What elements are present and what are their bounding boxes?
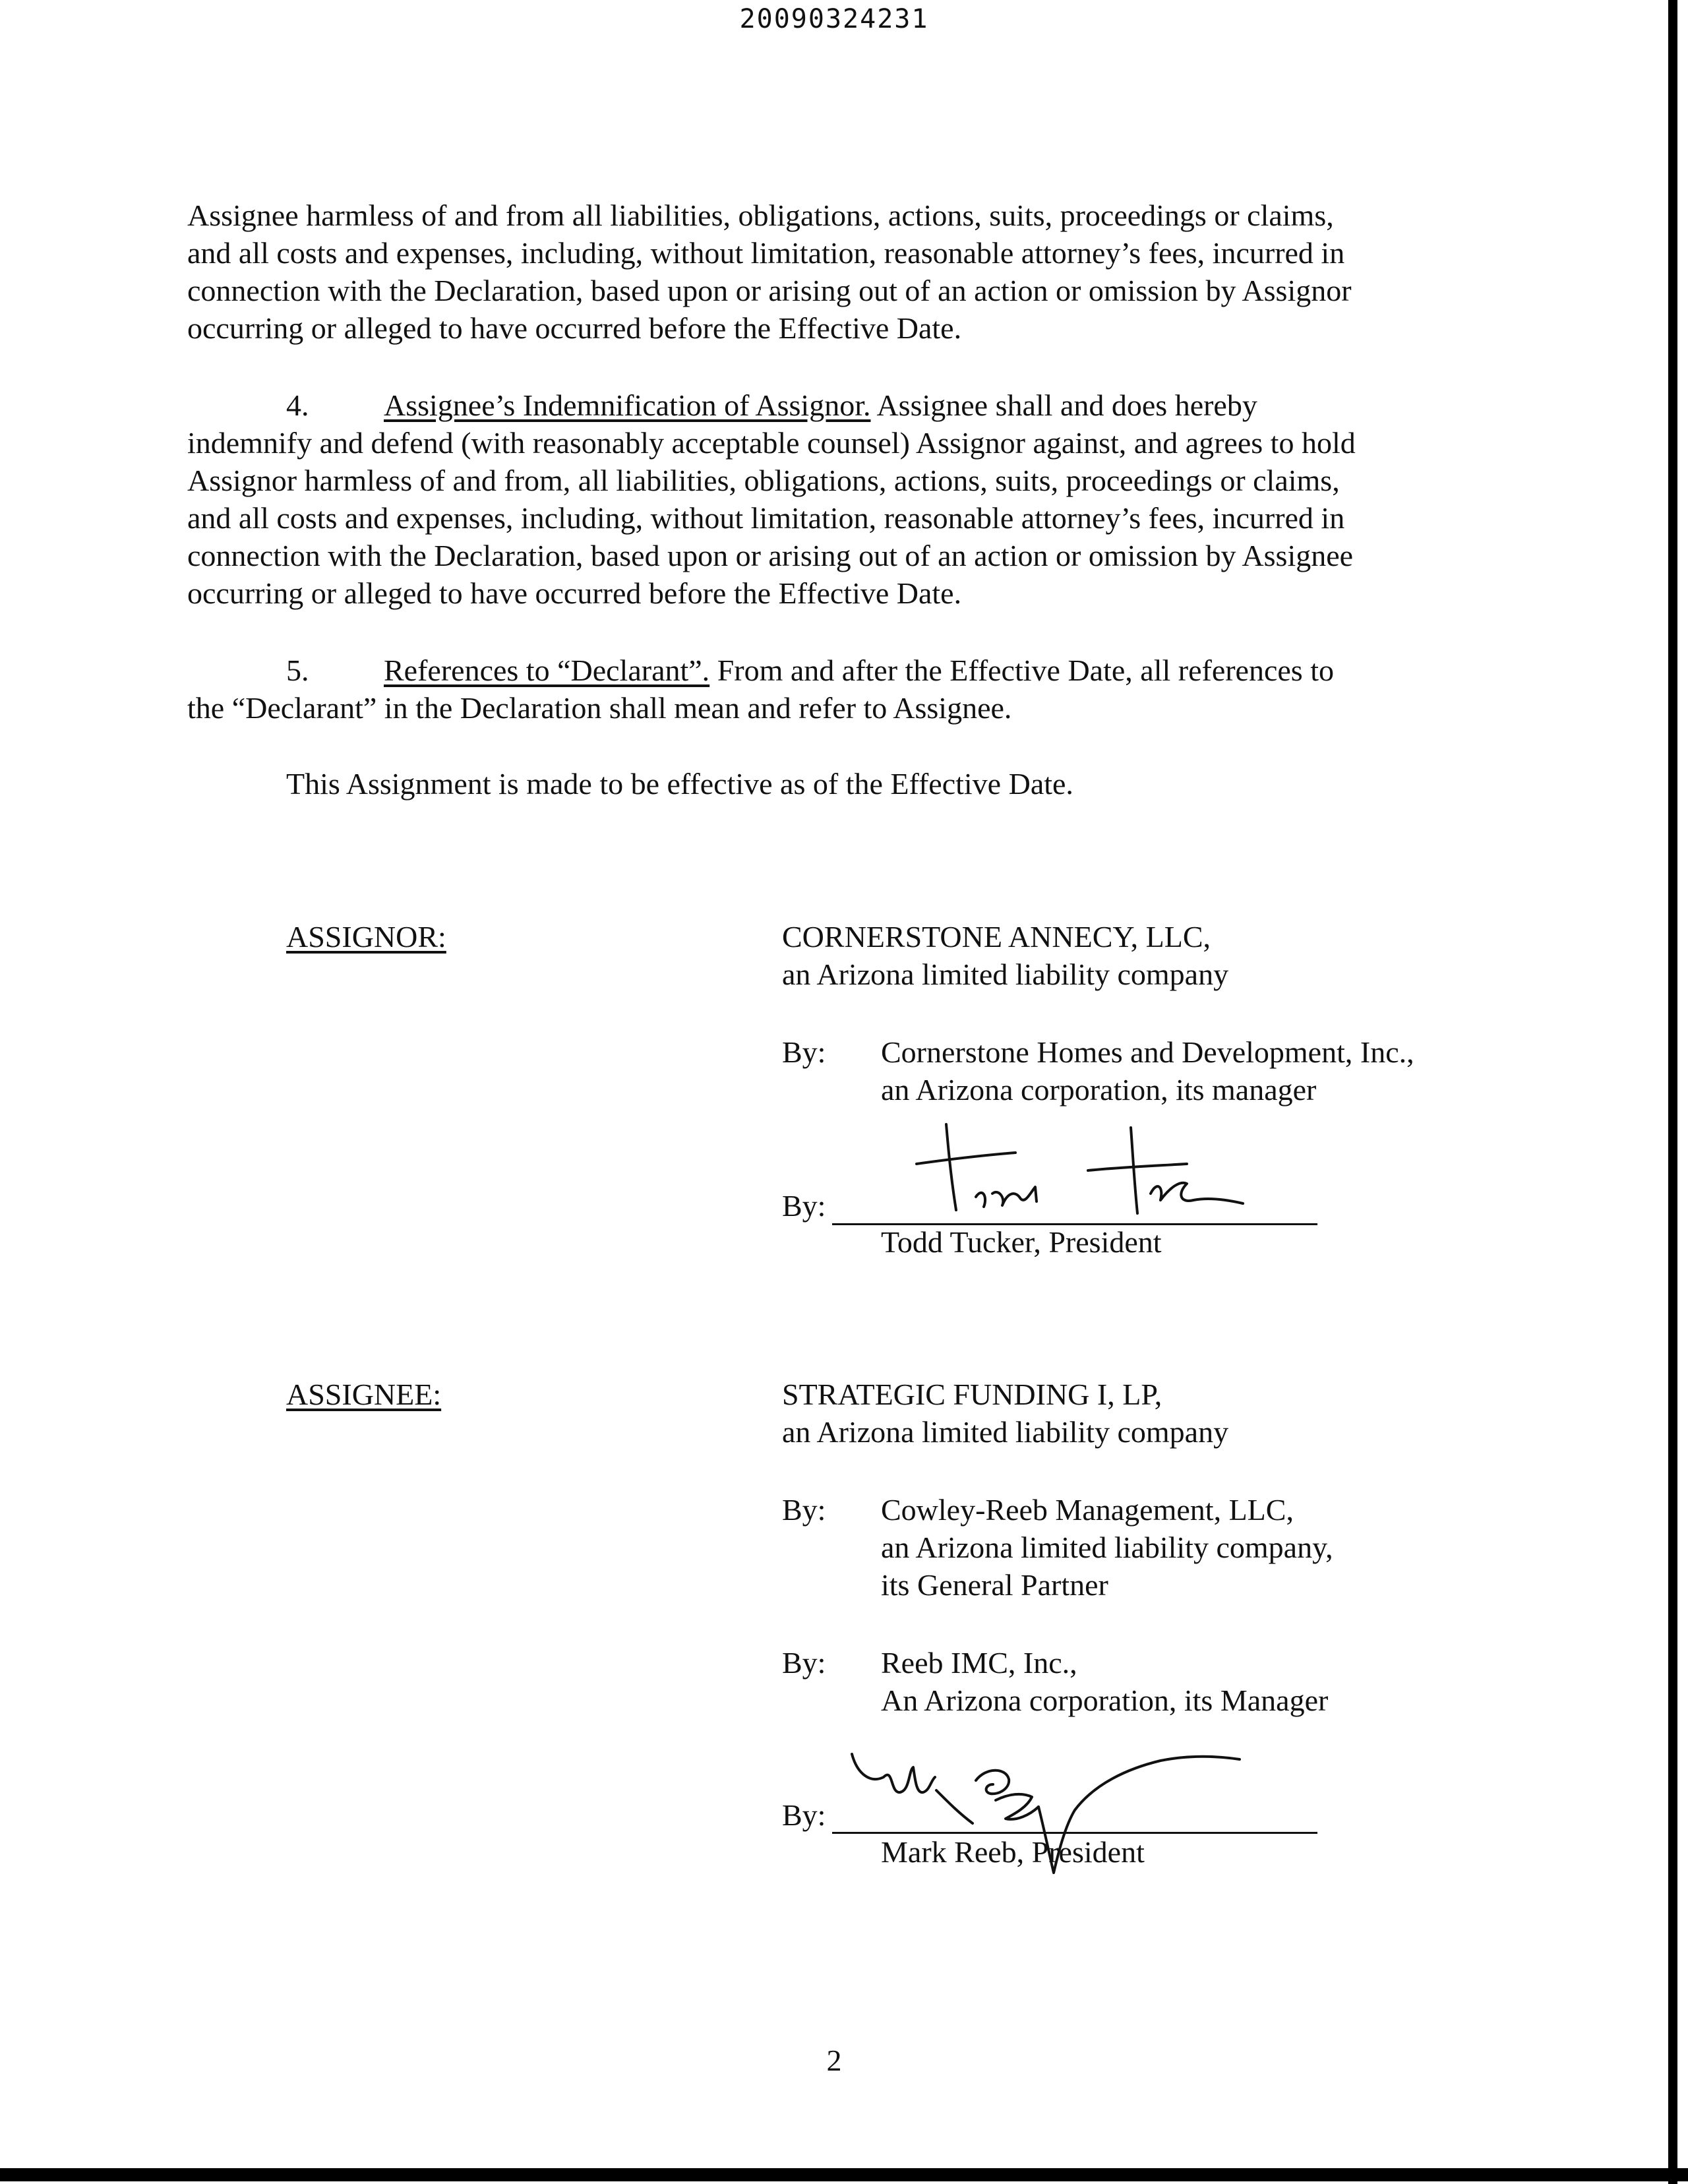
paragraph-5-first-line-text: From and after the Effective Date, all references to [709, 653, 1334, 687]
page-number: 2 [826, 2044, 842, 2077]
assignee-label: ASSIGNEE: [286, 1378, 442, 1411]
assignor-manager-description: an Arizona corporation, its manager [881, 1073, 1317, 1107]
assignee-entity-description: an Arizona limited liability company [782, 1415, 1229, 1449]
assignor-signatory-name: Todd Tucker, President [881, 1225, 1162, 1259]
text-line: Assignor harmless of and from, all liabilities, obligations, actions, suits, proceedings or claims, [187, 464, 1340, 497]
text-line: and all costs and expenses, including, without limitation, reasonable attorney’s fees, incurred in [187, 501, 1345, 535]
text-line: the “Declarant” in the Declaration shall mean and refer to Assignee. [187, 691, 1012, 725]
assignor-manager-name: Cornerstone Homes and Development, Inc., [881, 1035, 1414, 1069]
assignee-partner-name: Cowley-Reeb Management, LLC, [881, 1493, 1294, 1527]
paragraph-4-number: 4. [286, 388, 309, 422]
assignee-manager-by-label: By: [782, 1646, 826, 1680]
assignor-entity-name: CORNERSTONE ANNECY, LLC, [782, 920, 1211, 954]
paragraph-3-continuation [187, 197, 1473, 347]
assignor-by-label: By: [782, 1035, 826, 1069]
text-line: Assignee harmless of and from all liabilities, obligations, actions, suits, proceedings or claims, [187, 198, 1334, 232]
assignee-entity-name: STRATEGIC FUNDING I, LP, [782, 1378, 1162, 1411]
paragraph-5-number: 5. [286, 653, 309, 687]
assignee-manager-description: An Arizona corporation, its Manager [881, 1684, 1329, 1717]
assignor-label: ASSIGNOR: [286, 920, 446, 954]
assignee-by-label: By: [782, 1493, 826, 1527]
text-line: indemnify and defend (with reasonably acceptable counsel) Assignor against, and agrees to hold [187, 426, 1356, 460]
text-line: occurring or alleged to have occurred before the Effective Date. [187, 576, 962, 610]
paragraph-4-first-line-text: Assignee shall and does hereby [870, 388, 1257, 422]
assignor-entity-description: an Arizona limited liability company [782, 957, 1229, 991]
assignee-manager-name: Reeb IMC, Inc., [881, 1646, 1077, 1680]
paragraph-4-heading: Assignee’s Indemnification of Assignor. [384, 388, 871, 422]
assignee-partner-description: an Arizona limited liability company, [881, 1531, 1333, 1564]
effective-statement: This Assignment is made to be effective as of the Effective Date. [286, 767, 1073, 801]
paragraph-5-body [187, 689, 1473, 727]
assignee-signature-by-label: By: [782, 1798, 826, 1832]
assignee-partner-role: its General Partner [881, 1568, 1108, 1602]
scan-border-right [1668, 0, 1677, 2184]
assignor-signature-by-label: By: [782, 1189, 826, 1223]
text-line: and all costs and expenses, including, without limitation, reasonable attorney’s fees, incurred in [187, 236, 1345, 270]
paragraph-4-first-line [384, 386, 1257, 424]
assignor-handwritten-signature [910, 1114, 1279, 1227]
paragraph-5-first-line [384, 652, 1334, 689]
assignee-handwritten-signature [844, 1741, 1266, 1886]
recording-number: 20090324231 [739, 4, 929, 34]
paragraph-4-body [187, 424, 1473, 612]
text-line: connection with the Declaration, based upon or arising out of an action or omission by Assignor [187, 274, 1352, 307]
assignee-signatory-name: Mark Reeb, President [881, 1835, 1145, 1869]
text-line: occurring or alleged to have occurred before the Effective Date. [187, 311, 962, 345]
scan-border-bottom [0, 2168, 1688, 2181]
paragraph-5-heading: References to “Declarant”. [384, 653, 710, 687]
text-line: connection with the Declaration, based upon or arising out of an action or omission by Assignee [187, 539, 1354, 572]
